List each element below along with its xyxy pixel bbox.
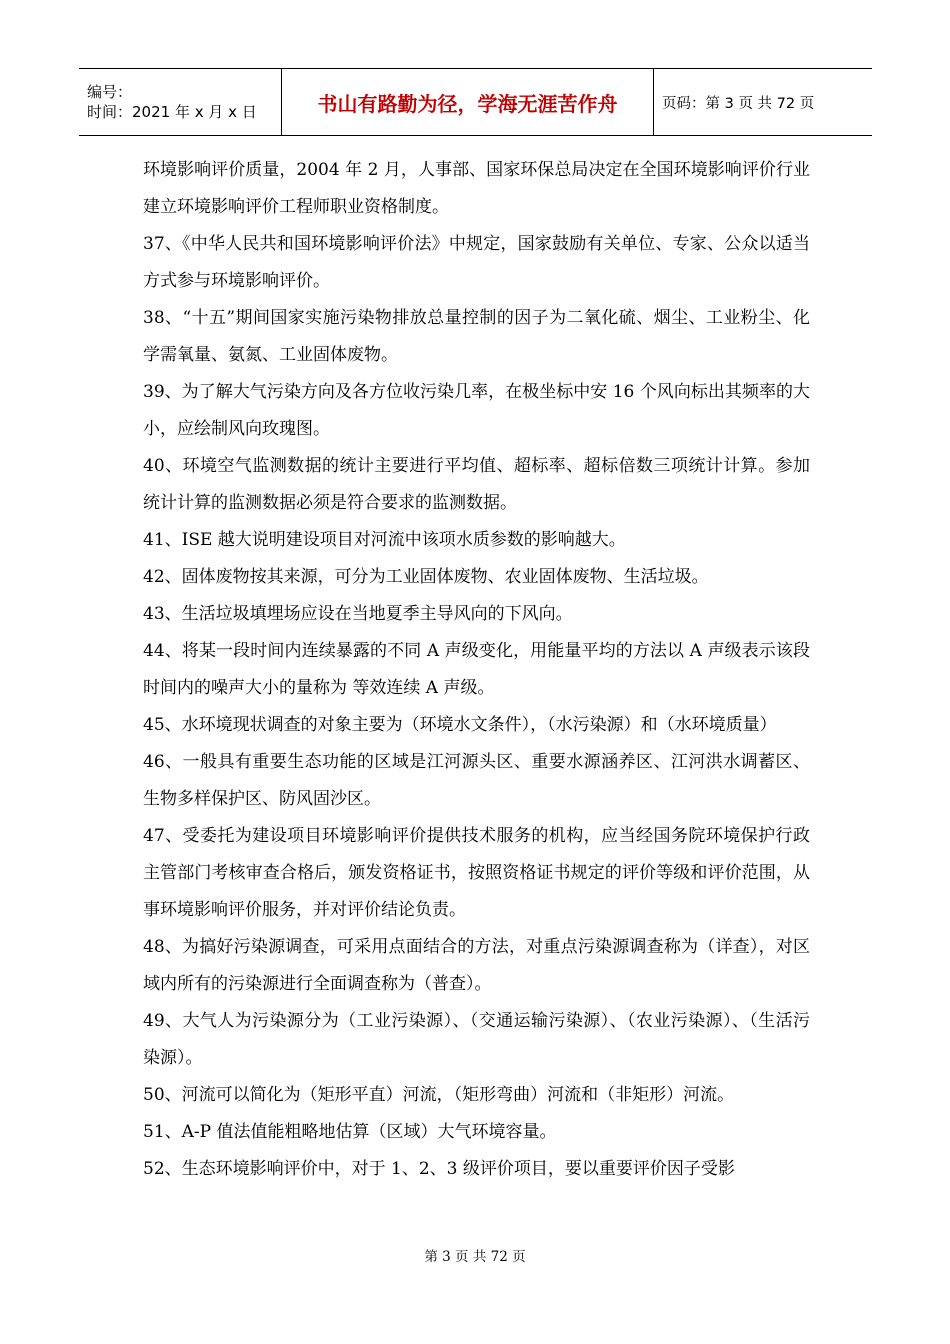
document-body xyxy=(143,152,810,1188)
paragraph: 43、生活垃圾填埋场应设在当地夏季主导风向的下风向。 xyxy=(143,604,573,624)
paragraph: 50、河流可以简化为（矩形平直）河流，（矩形弯曲）河流和（非矩形）河流。 xyxy=(143,1085,735,1105)
document-number-label: 编号： xyxy=(87,83,133,101)
page-footer: 第 3 页 共 72 页 xyxy=(424,1249,526,1265)
paragraph: 44、将某一段时间内连续暴露的不同 A 声级变化，用能量平均的方法以 A 声级表示该段时间内的噪声大小的量称为 等效连续 A 声级。 xyxy=(143,641,810,698)
paragraph: 48、为搞好污染源调查，可采用点面结合的方法，对重点污染源调查称为（详查），对区域内所有的污染源进行全面调查称为（普查）。 xyxy=(143,937,810,994)
paragraph: 37、《中华人民共和国环境影响评价法》中规定，国家鼓励有关单位、专家、公众以适当方式参与环境影响评价。 xyxy=(143,234,810,291)
paragraph: 49、大气人为污染源分为（工业污染源）、（交通运输污染源）、（农业污染源）、（生活污染源）。 xyxy=(143,1011,810,1068)
paragraph: 47、受委托为建设项目环境影响评价提供技术服务的机构，应当经国务院环境保护行政主管部门考核审查合格后，颁发资格证书，按照资格证书规定的评价等级和评价范围，从事环境影响评价服务，并对评价结论负责。 xyxy=(143,826,810,920)
document-time-label: 时间：2021 年 x 月 x 日 xyxy=(87,103,257,121)
page-header xyxy=(79,68,872,136)
paragraph: 39、为了解大气污染方向及各方位收污染几率，在极坐标中安 16 个风向标出其频率的大小，应绘制风向玫瑰图。 xyxy=(143,382,810,439)
paragraph: 45、水环境现状调查的对象主要为（环境水文条件），（水污染源）和（水环境质量） xyxy=(143,715,777,735)
paragraph: 52、生态环境影响评价中，对于 1、2、3 级评价项目，要以重要评价因子受影 xyxy=(143,1159,735,1179)
paragraph: 40、环境空气监测数据的统计主要进行平均值、超标率、超标倍数三项统计计算。参加统计计算的监测数据必须是符合要求的监测数据。 xyxy=(143,456,810,513)
header-page-info: 页码：第 3 页 共 72 页 xyxy=(662,95,815,112)
paragraph: 环境影响评价质量，2004 年 2 月，人事部、国家环保总局决定在全国环境影响评价行业建立环境影响评价工程师职业资格制度。 xyxy=(143,160,810,217)
paragraph: 51、A-P 值法值能粗略地估算（区域）大气环境容量。 xyxy=(143,1122,557,1142)
paragraph: 42、固体废物按其来源，可分为工业固体废物、农业固体废物、生活垃圾。 xyxy=(143,567,709,587)
paragraph: 41、ISE 越大说明建设项目对河流中该项水质参数的影响越大。 xyxy=(143,530,626,550)
paragraph: 46、一般具有重要生态功能的区域是江河源头区、重要水源涵养区、江河洪水调蓄区、生物多样保护区、防风固沙区。 xyxy=(143,752,810,809)
header-meta xyxy=(79,69,281,135)
paragraph: 38、“十五”期间国家实施污染物排放总量控制的因子为二氧化硫、烟尘、工业粉尘、化学需氧量、氨氮、工业固体废物。 xyxy=(143,308,810,365)
header-motto: 书山有路勤为径，学海无涯苦作舟 xyxy=(281,69,654,135)
